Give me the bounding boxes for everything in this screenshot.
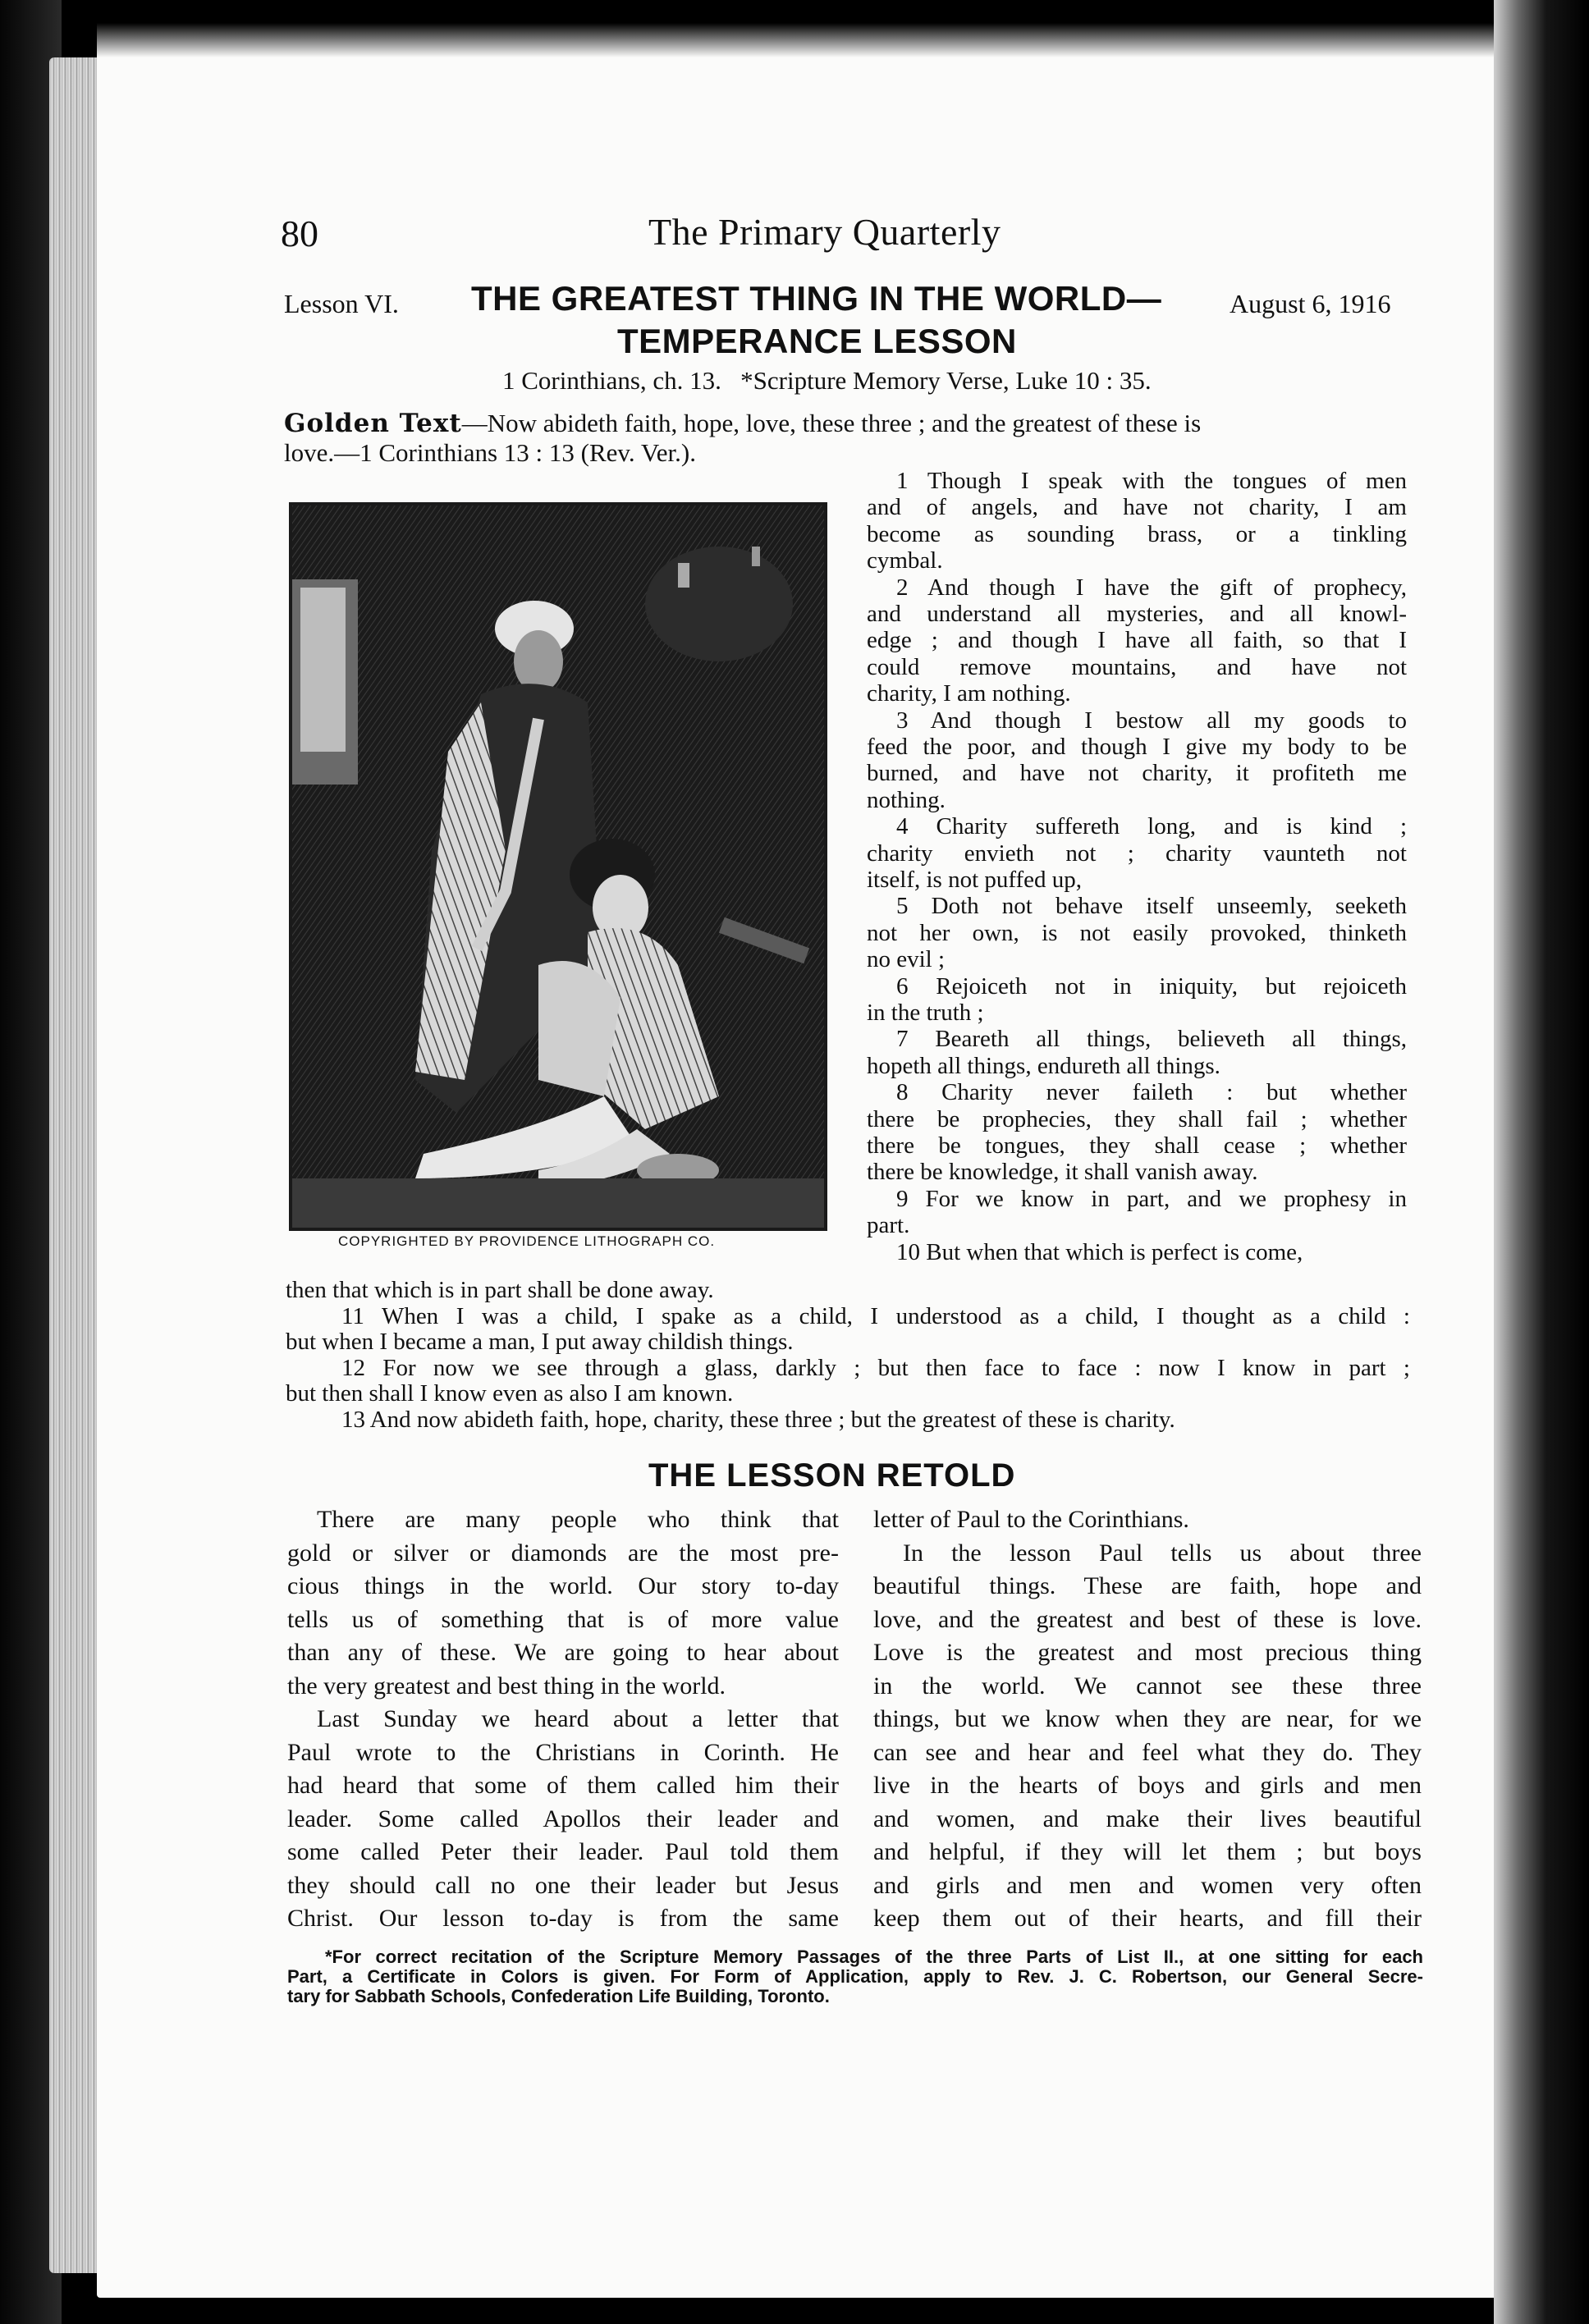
scripture-reference: 1 Corinthians, ch. 13. *Scripture Memory Verse, Luke 10 : 35. <box>502 366 1152 395</box>
verse-line: 1 Though I speak with the tongues of men <box>896 468 1407 494</box>
retold-line: Love is the greatest and most precious thing <box>873 1639 1422 1666</box>
retold-line: gold or silver or diamonds are the most pre- <box>287 1539 839 1567</box>
golden-text-line-1: —Now abideth faith, hope, love, these three ; and the greatest of these is <box>461 409 1202 437</box>
verse-line: 3 And though I bestow all my goods to <box>896 707 1407 734</box>
verse-line: no evil ; <box>867 946 946 973</box>
verse-line: become as sounding brass, or a tinkling <box>867 520 1407 547</box>
retold-heading: THE LESSON RETOLD <box>648 1457 1016 1494</box>
illustration-engraving <box>292 506 824 1228</box>
retold-line: some called Peter their leader. Paul told them <box>287 1838 839 1865</box>
footnote-line: *For correct recitation of the Scripture Memory Passages of the three Parts of List II., at one sitting for each <box>325 1947 1423 1967</box>
retold-line: keep them out of their hearts, and fill their <box>873 1905 1422 1932</box>
retold-line: letter of Paul to the Corinthians. <box>873 1506 1189 1533</box>
retold-line: and girls and men and women very often <box>873 1871 1422 1899</box>
verse-line: there be tongues, they shall cease ; whether <box>867 1132 1407 1159</box>
verse-line: there be prophecies, they shall fail ; whether <box>867 1105 1407 1132</box>
verse-line: 2 And though I have the gift of prophecy, <box>896 574 1407 601</box>
retold-line: cious things in the world. Our story to-day <box>287 1572 839 1599</box>
verse-line: edge ; and though I have all faith, so that I <box>867 627 1407 654</box>
retold-line: and helpful, if they will let them ; but boys <box>873 1838 1422 1865</box>
retold-line: Last Sunday we heard about a letter that <box>317 1705 839 1732</box>
retold-line: the very greatest and best thing in the world. <box>287 1672 726 1700</box>
verse-line: itself, is not puffed up, <box>867 867 1083 893</box>
verse-line: 11 When I was a child, I spake as a child, I understood as a child, I thought as a child : <box>341 1302 1410 1329</box>
footnote-line: tary for Sabbath Schools, Confederation Life Building, Toronto. <box>287 1986 830 2006</box>
verse-line: and understand all mysteries, and all knowl- <box>867 601 1407 627</box>
facing-page-shadow <box>1494 0 1589 2324</box>
golden-text <box>284 409 1408 438</box>
verse-line: nothing. <box>867 786 946 813</box>
verse-line: 13 And now abideth faith, hope, charity, these three ; but the greatest of these is charity. <box>341 1406 1175 1433</box>
retold-line: and women, and make their lives beautiful <box>873 1805 1422 1832</box>
lesson-subtitle: TEMPERANCE LESSON <box>617 322 1017 360</box>
lesson-title: THE GREATEST THING IN THE WORLD— <box>471 279 1162 318</box>
retold-line: tells us of something that is of more value <box>287 1605 839 1633</box>
illustration-caption: COPYRIGHTED BY PROVIDENCE LITHOGRAPH CO. <box>338 1233 716 1249</box>
retold-line: Christ. Our lesson to-day is from the same <box>287 1905 839 1932</box>
golden-text-label: Golden Text <box>284 409 462 438</box>
verse-line: 5 Doth not behave itself unseemly, seeketh <box>896 893 1407 920</box>
retold-line: they should call no one their leader but Jesus <box>287 1871 839 1899</box>
verse-line: but when I became a man, I put away childish things. <box>286 1329 794 1355</box>
verse-line: charity, I am nothing. <box>867 680 1071 707</box>
verse-line: 10 But when that which is perfect is come, <box>896 1238 1303 1265</box>
verse-line: in the truth ; <box>867 1000 984 1026</box>
running-title: The Primary Quarterly <box>648 211 1001 253</box>
retold-line: can see and hear and feel what they do. They <box>873 1738 1422 1766</box>
verse-line: part. <box>867 1212 910 1239</box>
page-top-shadow <box>97 0 1509 57</box>
verse-line: there be knowledge, it shall vanish away. <box>867 1159 1258 1186</box>
retold-line: In the lesson Paul tells us about three <box>903 1539 1422 1567</box>
lesson-label: Lesson VI. <box>284 289 399 318</box>
verse-line: could remove mountains, and have not <box>867 653 1407 680</box>
verse-line: but then shall I know even as also I am known. <box>286 1380 734 1407</box>
verse-line: 9 For we know in part, and we prophesy in <box>896 1185 1407 1212</box>
retold-line: had heard that some of them called him their <box>287 1772 839 1799</box>
retold-line: live in the hearts of boys and girls and men <box>873 1772 1422 1799</box>
verse-line: charity envieth not ; charity vaunteth not <box>867 839 1407 867</box>
verse-line: 7 Beareth all things, believeth all things, <box>896 1026 1407 1053</box>
lesson-date: August 6, 1916 <box>1230 289 1391 318</box>
lesson-illustration <box>289 502 827 1231</box>
verse-line: 12 For now we see through a glass, darkly ; but then face to face : now I know in part ; <box>341 1354 1410 1381</box>
retold-line: There are many people who think that <box>317 1506 839 1533</box>
retold-line: leader. Some called Apollos their leader and <box>287 1805 839 1832</box>
retold-line: beautiful things. These are faith, hope and <box>873 1572 1422 1599</box>
verse-line: cymbal. <box>867 547 943 574</box>
verse-line: not her own, is not easily provoked, thinketh <box>867 919 1407 946</box>
verse-line: 6 Rejoiceth not in iniquity, but rejoiceth <box>896 972 1407 1000</box>
verse-line: 8 Charity never faileth : but whether <box>896 1079 1407 1106</box>
verse-line: then that which is in part shall be done away. <box>286 1277 714 1303</box>
verse-line: and of angels, and have not charity, I am <box>867 494 1407 521</box>
retold-line: in the world. We cannot see these three <box>873 1672 1422 1700</box>
verse-line: 4 Charity suffereth long, and is kind ; <box>896 813 1407 840</box>
verse-line: feed the poor, and though I give my body to be <box>867 734 1407 760</box>
retold-line: Paul wrote to the Christians in Corinth. He <box>287 1738 839 1766</box>
verse-line: burned, and have not charity, it profiteth me <box>867 760 1407 787</box>
page-number: 80 <box>281 213 318 254</box>
golden-text-line-2: love.—1 Corinthians 13 : 13 (Rev. Ver.). <box>284 438 696 467</box>
retold-line: things, but we know when they are near, for we <box>873 1705 1422 1732</box>
retold-line: love, and the greatest and best of these is love. <box>873 1605 1422 1633</box>
verse-line: hopeth all things, endureth all things. <box>867 1052 1220 1079</box>
footnote-line: Part, a Certificate in Colors is given. For Form of Application, apply to Rev. J. C. Robertson, our General Secre- <box>287 1966 1423 1987</box>
retold-line: than any of these. We are going to hear about <box>287 1639 839 1666</box>
